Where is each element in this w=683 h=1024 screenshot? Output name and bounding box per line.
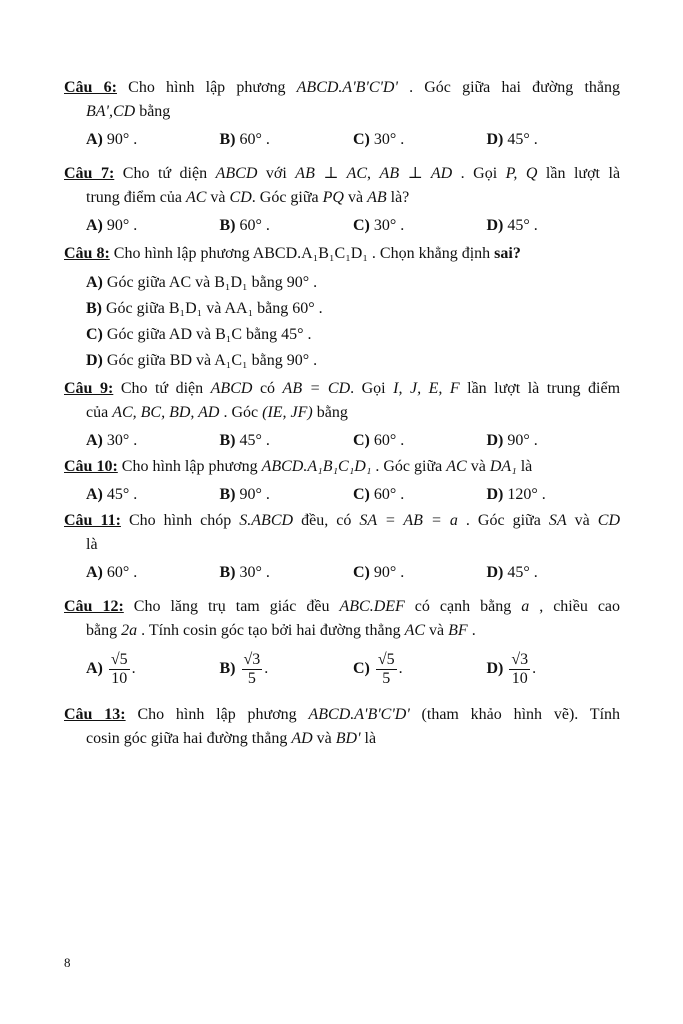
question-text: là [86, 536, 98, 553]
option-value: 45° . [106, 486, 138, 503]
question-label: Câu 6: [64, 79, 117, 96]
question-text: (tham khảo hình vẽ). Tính [409, 706, 621, 723]
statement-text: Góc giữa AC và B₁D₁ bằng 90° . [106, 274, 318, 291]
option-letter: B) [219, 486, 236, 503]
option-letter: D) [486, 564, 504, 581]
option-d[interactable] [487, 214, 621, 238]
question-line [64, 595, 620, 619]
fraction [109, 651, 130, 688]
statement-1 [64, 296, 620, 321]
question-text: trung điểm của [86, 189, 186, 206]
question-line [64, 242, 620, 266]
question-text: bằng [135, 103, 171, 120]
question-label: Câu 10: [64, 458, 118, 475]
option-a[interactable] [86, 483, 220, 507]
option-b[interactable] [220, 483, 354, 507]
question-6 [64, 595, 620, 691]
question-line [64, 401, 620, 425]
question-text: có cạnh bằng [404, 598, 522, 615]
option-b[interactable] [220, 561, 354, 585]
option-b[interactable] [220, 647, 354, 691]
option-b[interactable] [220, 214, 354, 238]
question-text: . Góc [219, 404, 263, 421]
option-value: 90° . [106, 217, 138, 234]
question-text: Cho hình lập phương [128, 79, 297, 96]
option-value: 30° . [106, 432, 138, 449]
page-number: 8 [64, 955, 71, 970]
option-a[interactable] [86, 214, 220, 238]
option-value: 90° . [373, 564, 405, 581]
math-expression: (IE, JF) [262, 404, 313, 421]
math-expression: AB ⊥ AD [379, 165, 453, 182]
question-1 [64, 162, 620, 238]
question-text: và [566, 512, 598, 529]
fraction-numerator: √5 [377, 650, 395, 668]
question-text: của [86, 404, 113, 421]
question-line [64, 100, 620, 124]
option-letter: A) [86, 660, 103, 677]
option-letter: D) [486, 432, 504, 449]
question-line [64, 727, 620, 751]
fraction-numerator: √3 [243, 650, 261, 668]
option-punctuation: . [398, 660, 403, 677]
statement-letter: B) [86, 300, 102, 317]
question-line [64, 533, 620, 557]
math-expression: BF [448, 622, 468, 639]
option-letter: D) [486, 217, 504, 234]
option-letter: D) [486, 660, 504, 677]
option-letter: B) [219, 131, 236, 148]
question-text: Cho hình lập phương [121, 458, 262, 475]
option-letter: A) [86, 564, 103, 581]
question-line [64, 162, 620, 186]
math-expression: AB = CD [282, 380, 351, 397]
statement-letter: D) [86, 352, 103, 369]
option-letter: C) [353, 217, 370, 234]
option-d[interactable] [487, 647, 621, 691]
option-value: 90° . [507, 432, 538, 449]
question-text: . Gọi [350, 380, 394, 397]
option-letter: B) [219, 660, 236, 677]
option-letter: C) [353, 564, 370, 581]
math-expression: AC, BC, BD, AD [112, 404, 220, 421]
question-2 [64, 242, 620, 373]
option-letter: C) [353, 660, 370, 677]
option-c[interactable] [353, 561, 487, 585]
math-expression: AC [185, 189, 207, 206]
answer-options [64, 561, 620, 585]
math-expression: S.ABCD [239, 512, 294, 529]
document-page [64, 76, 620, 751]
statement-0 [64, 270, 620, 295]
option-letter: B) [219, 217, 236, 234]
option-value: 45° . [239, 432, 270, 449]
question-text: . Góc giữa [457, 512, 549, 529]
question-text: . Góc giữa hai đường thẳng [397, 79, 621, 96]
question-line [64, 619, 620, 643]
question-label: Câu 8: [64, 245, 110, 262]
math-expression: a [521, 598, 530, 615]
answer-options [64, 429, 620, 453]
question-text: Cho hình chóp [128, 512, 240, 529]
option-letter: C) [353, 131, 370, 148]
option-c[interactable] [353, 483, 487, 507]
option-b[interactable] [220, 128, 354, 152]
math-expression: AC [446, 458, 467, 475]
question-text: Cho hình lập phương ABCD.A₁B₁C₁D₁ . Chọn khẳng định [113, 245, 491, 262]
question-text: với [257, 165, 296, 182]
question-text: và [425, 622, 449, 639]
question-text: bằng [312, 404, 348, 421]
question-text: , [367, 165, 380, 182]
option-letter: C) [353, 432, 370, 449]
option-value: 45° . [507, 564, 538, 581]
option-letter: A) [86, 131, 103, 148]
fraction [376, 651, 397, 688]
fraction-denominator: 5 [382, 669, 391, 687]
math-expression: CD [597, 512, 621, 529]
question-label: Câu 7: [64, 165, 115, 182]
question-label: Câu 13: [64, 706, 126, 723]
math-expression: ABC.DEF [339, 598, 405, 615]
question-text: lần lượt là trung điểm [459, 380, 621, 397]
math-expression: CD [229, 189, 252, 206]
option-letter: C) [353, 486, 370, 503]
math-expression: PQ [322, 189, 344, 206]
question-line [64, 703, 620, 727]
option-value: 30° . [239, 564, 270, 581]
option-value: 90° . [239, 486, 270, 503]
question-label: Câu 9: [64, 380, 114, 397]
math-expression: BD' [335, 730, 361, 747]
question-text: là [516, 458, 533, 475]
option-letter: A) [86, 432, 103, 449]
math-expression: AB [367, 189, 387, 206]
option-c[interactable] [353, 647, 487, 691]
question-text: bằng [86, 622, 122, 639]
answer-options [64, 647, 620, 691]
question-line [64, 377, 620, 401]
option-letter: D) [486, 131, 504, 148]
question-line [64, 455, 620, 479]
fraction-denominator: 10 [111, 669, 128, 687]
math-expression: AD [291, 730, 313, 747]
option-c[interactable] [353, 429, 487, 453]
option-b[interactable] [220, 429, 354, 453]
option-punctuation: . [532, 660, 537, 677]
question-text: Cho hình lập phương [137, 706, 309, 723]
statement-text: Góc giữa AD và B₁C bằng 45° . [106, 326, 312, 343]
question-5 [64, 509, 620, 585]
question-text: là? [386, 189, 410, 206]
question-text: và [343, 189, 368, 206]
option-a[interactable] [86, 561, 220, 585]
question-text: cosin góc giữa hai đường thẳng [86, 730, 292, 747]
statement-text: Góc giữa BD và A₁C₁ bằng 90° . [106, 352, 318, 369]
question-text: Cho tứ diện [122, 165, 216, 182]
math-expression: 2a [121, 622, 138, 639]
statement-2 [64, 322, 620, 347]
question-text: có [252, 380, 283, 397]
option-value: 60° . [106, 564, 138, 581]
question-text: và [466, 458, 490, 475]
math-expression: BA',CD [86, 103, 136, 120]
option-value: 30° . [373, 131, 405, 148]
option-d[interactable] [487, 128, 621, 152]
question-text: . Góc giữa [251, 189, 323, 206]
question-text: . [467, 622, 476, 639]
question-text: . Góc giữa [371, 458, 447, 475]
question-0 [64, 76, 620, 152]
question-text: là [360, 730, 377, 747]
question-line [64, 76, 620, 100]
question-line [64, 509, 620, 533]
question-text: . Gọi [452, 165, 506, 182]
question-7 [64, 703, 620, 751]
question-text: đều, có [293, 512, 360, 529]
math-expression: I, J, E, F [393, 380, 460, 397]
question-label: Câu 11: [64, 512, 121, 529]
option-value: 60° . [239, 217, 270, 234]
fraction-denominator: 5 [247, 669, 256, 687]
math-expression: AB ⊥ AC [295, 165, 368, 182]
option-a[interactable] [86, 647, 220, 691]
fraction [509, 651, 530, 688]
option-value: 60° . [239, 131, 270, 148]
option-d[interactable] [487, 429, 621, 453]
math-expression: ABCD.A'B'C'D' [296, 79, 398, 96]
math-expression: ABCD [215, 165, 258, 182]
answer-options [64, 483, 620, 507]
statement-letter: A) [86, 274, 103, 291]
option-letter: D) [486, 486, 504, 503]
option-value: 30° . [373, 217, 405, 234]
option-d[interactable] [487, 561, 621, 585]
option-letter: A) [86, 486, 103, 503]
option-value: 90° . [106, 131, 138, 148]
option-letter: B) [219, 432, 236, 449]
question-4 [64, 455, 620, 507]
option-a[interactable] [86, 128, 220, 152]
option-punctuation: . [131, 660, 136, 677]
statement-letter: C) [86, 326, 103, 343]
option-letter: A) [86, 217, 103, 234]
question-text: và [312, 730, 336, 747]
math-expression: SA = AB = a [359, 512, 458, 529]
fraction [242, 651, 263, 688]
fraction-denominator: 10 [511, 669, 528, 687]
option-punctuation: . [264, 660, 269, 677]
option-value: 60° . [373, 486, 405, 503]
option-c[interactable] [353, 214, 487, 238]
option-a[interactable] [86, 429, 220, 453]
emphasis-text: sai? [494, 245, 521, 262]
option-d[interactable] [487, 483, 621, 507]
option-c[interactable] [353, 128, 487, 152]
statement-text: Góc giữa B₁D₁ và AA₁ bằng 60° . [106, 300, 323, 317]
fraction-numerator: √5 [110, 650, 128, 668]
question-text: lần lượt là [537, 165, 621, 182]
answer-options [64, 128, 620, 152]
question-text: , chiều cao [529, 598, 621, 615]
statement-3 [64, 348, 620, 373]
answer-options [64, 214, 620, 238]
math-expression: ABCD.A'B'C'D' [308, 706, 410, 723]
option-value: 60° . [373, 432, 405, 449]
question-text: Cho tứ diện [120, 380, 211, 397]
option-value: 120° . [507, 486, 546, 503]
option-value: 45° . [507, 217, 538, 234]
option-letter: B) [219, 564, 236, 581]
question-line [64, 186, 620, 210]
math-expression: P, Q [505, 165, 538, 182]
question-text: và [206, 189, 230, 206]
fraction-numerator: √3 [511, 650, 529, 668]
math-expression: AC [404, 622, 426, 639]
question-3 [64, 377, 620, 453]
math-expression: DA₁ [489, 458, 517, 475]
math-expression: ABCD [210, 380, 253, 397]
math-expression: ABCD.A₁B₁C₁D₁ [261, 458, 372, 475]
math-expression: SA [548, 512, 567, 529]
question-label: Câu 12: [64, 598, 124, 615]
question-text: . Tính cosin góc tạo bởi hai đường thẳng [137, 622, 405, 639]
question-text: Cho lăng trụ tam giác đều [133, 598, 340, 615]
option-value: 45° . [507, 131, 538, 148]
